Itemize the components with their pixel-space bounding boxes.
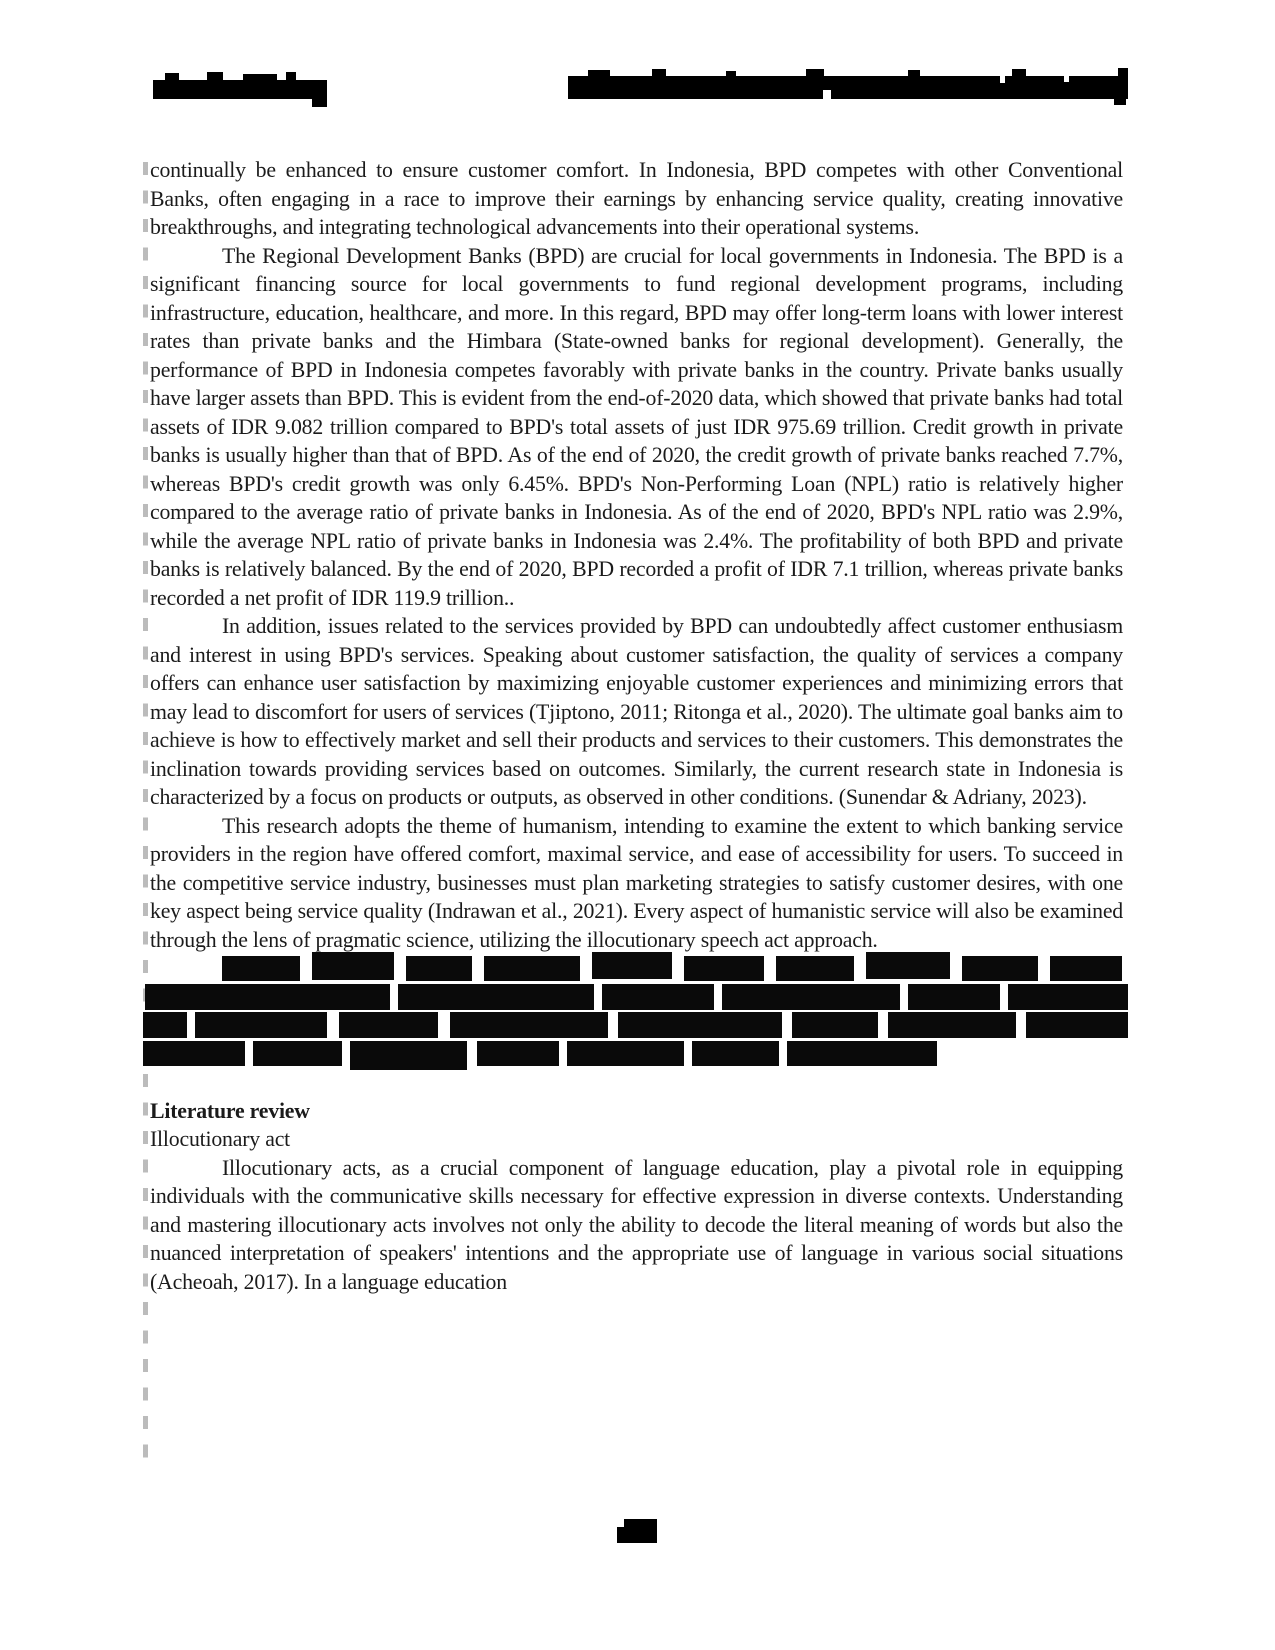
subsection-heading: Illocutionary act [150,1127,291,1151]
redacted-text-segment [143,1041,245,1066]
redacted-text-segment [866,952,950,979]
redacted-header-left [243,74,277,81]
redacted-text-segment [222,956,300,981]
redacted-header-right [1114,99,1126,105]
body-paragraph: The Regional Development Banks (BPD) are crucial for local governments in Indonesia. The BPD is a significant financing source for local governments to fund regional development programs, including infrastructure, education, healthcare, and more. In this regard, BPD may offer long-term loans with lower interest rates than private banks and the Himbara (State-owned banks for regional development). Generally, the performance of BPD in Indonesia competes favorably with private banks in the country. Private banks usually have larger assets than BPD. This is evident from the end-of-2020 data, which showed that private banks had total assets of IDR 9.082 trillion compared to BPD's total assets of just IDR 975.69 trillion. Credit growth in private banks is usually higher than that of BPD. As of the end of 2020, the credit growth of private banks reached 7.7%, whereas BPD's credit growth was only 6.45%. BPD's Non-Performing Loan (NPL) ratio is relatively higher compared to the average ratio of private banks in Indonesia. As of the end of 2020, BPD's NPL ratio was 2.9%, while the average NPL ratio of private banks in Indonesia was 2.4%. The profitability of both BPD and private banks is relatively balanced. By the end of 2020, BPD recorded a profit of IDR 7.1 trillion, whereas private banks recorded a net profit of IDR 119.9 trillion.. [150,243,1123,610]
redacted-page-number [617,1527,657,1543]
redacted-text-segment [792,1012,878,1038]
redacted-text-segment [312,952,394,980]
redacted-text-segment [776,956,854,981]
redacted-text-segment [477,1041,559,1066]
redacted-header-right-notch [823,90,831,99]
redacted-header-right [726,71,736,77]
redacted-header-right [1118,68,1128,77]
scan-artifact-ticks [143,162,148,1462]
redacted-header-left [286,72,296,81]
redacted-text-segment [908,984,1000,1010]
article-body [150,156,1123,1296]
redacted-paragraph [150,954,1123,1068]
redacted-header-right [908,70,920,77]
redacted-header-right [806,69,824,77]
redacted-text-segment [692,1041,779,1066]
redacted-text-segment [567,1041,684,1066]
redacted-text-segment [253,1041,342,1066]
redacted-text-segment [787,1041,937,1066]
redacted-header-right [568,76,1128,99]
redacted-text-segment [1050,956,1122,981]
redacted-header-left [312,98,327,107]
redacted-text-segment [888,1012,1016,1038]
redacted-text-segment [406,956,472,981]
redacted-header-left [153,80,327,99]
body-paragraph: This research adopts the theme of humanism, intending to examine the extent to which banking service providers in the region have offered comfort, maximal service, and ease of accessibility for users. To succeed in the competitive service industry, businesses must plan marketing strategies to satisfy customer desires, with one key aspect being service quality (Indrawan et al., 2021). Every aspect of humanistic service will also be examined through the lens of pragmatic science, utilizing the illocutionary speech act approach. [150,813,1123,952]
redacted-text-segment [1008,984,1128,1010]
redacted-text-segment [1026,1012,1128,1038]
redacted-text-segment [450,1012,608,1038]
redacted-text-segment [339,1012,438,1038]
redacted-text-segment [145,984,390,1010]
redacted-text-segment [962,956,1038,981]
redacted-header-left [165,73,179,81]
body-paragraph: Illocutionary acts, as a crucial component of language education, play a pivotal role in equipping individuals with the communicative skills necessary for effective expression in diverse contexts. Understanding and mastering illocutionary acts involves not only the ability to decode the literal meaning of words but also the nuanced interpretation of speakers' intentions and the appropriate use of language in various social situations (Acheoah, 2017). In a language education [150,1155,1123,1294]
redacted-header-right-notch [1000,76,1005,83]
redacted-page-number [624,1519,657,1528]
body-paragraph: continually be enhanced to ensure customer comfort. In Indonesia, BPD competes with other Conventional Banks, often engaging in a race to improve their earnings by enhancing service quality, creating innovative breakthroughs, and integrating technological advancements into their operational systems. [150,158,1123,239]
redacted-header-right [588,70,610,77]
redacted-text-segment [684,956,764,981]
redacted-header-right [652,69,666,77]
redacted-header-left [207,72,223,81]
redacted-text-segment [722,984,900,1010]
redacted-text-segment [618,1012,782,1038]
redacted-text-segment [143,1012,187,1038]
redacted-text-segment [398,984,594,1010]
redacted-text-segment [484,956,580,981]
body-paragraph: In addition, issues related to the services provided by BPD can undoubtedly affect customer enthusiasm and interest in using BPD's services. Speaking about customer satisfaction, the quality of services a company offers can enhance user satisfaction by maximizing enjoyable customer experiences and minimizing errors that may lead to discomfort for users of services (Tjiptono, 2011; Ritonga et al., 2020). The ultimate goal banks aim to achieve is how to effectively market and sell their products and services to their customers. This demonstrates the inclination towards providing services based on outcomes. Similarly, the current research state in Indonesia is characterized by a focus on products or outputs, as observed in other conditions. (Sunendar & Adriany, 2023). [150,614,1123,809]
redacted-header-right-notch [1064,76,1069,82]
redacted-text-segment [602,984,714,1010]
redacted-text-segment [350,1041,467,1070]
redacted-text-segment [195,1012,327,1038]
section-heading: Literature review [150,1098,310,1123]
redacted-header-right [1012,69,1026,77]
redacted-text-segment [592,952,672,979]
